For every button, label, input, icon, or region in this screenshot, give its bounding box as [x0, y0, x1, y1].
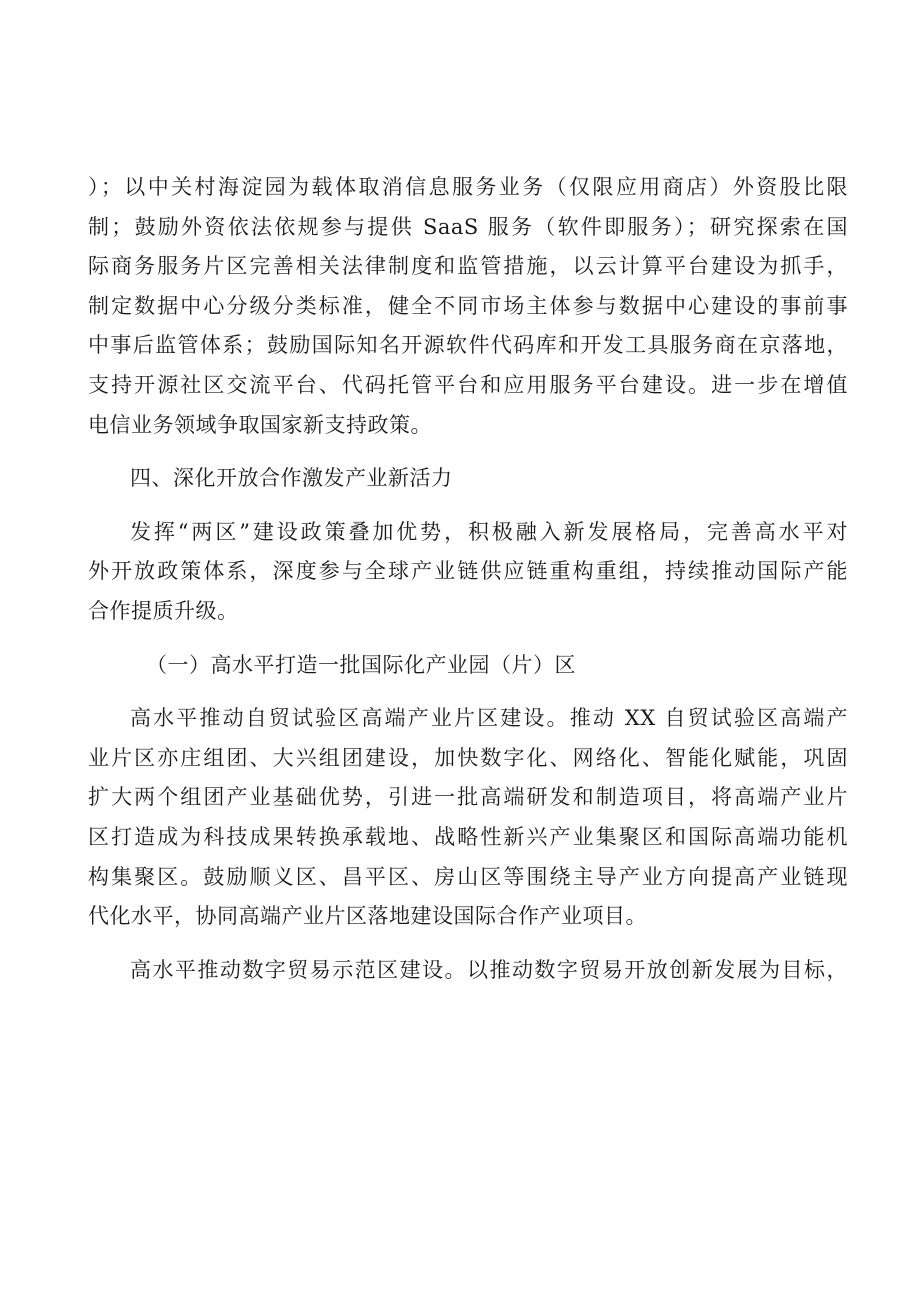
- text-line: 区打造成为科技成果转换承载地、战略性新兴产业集聚区和国际高端功能机: [88, 824, 848, 849]
- text-line: 构集聚区。鼓励顺义区、昌平区、房山区等围绕主导产业方向提高产业链现: [88, 864, 848, 889]
- text-line: 支持开源社区交流平台、代码托管平台和应用服务平台建设。进一步在增值: [88, 372, 848, 397]
- paragraph-open-cooperation: [88, 513, 848, 632]
- text-line: 业片区亦庄组团、大兴组团建设，加快数字化、网络化、智能化赋能，巩固: [88, 745, 848, 770]
- subsection-heading: （一）高水平打造一批国际化产业园（片）区: [146, 652, 576, 677]
- text-line: ）；以中关村海淀园为载体取消信息服务业务（仅限应用商店）外资股比限: [88, 175, 848, 199]
- text-line: 外开放政策体系，深度参与全球产业链供应链重构重组，持续推动国际产能: [88, 559, 848, 584]
- paragraph-policy-digital: [88, 168, 848, 445]
- text-line: 扩大两个组团产业基础优势，引进一批高端研发和制造项目，将高端产业片: [88, 785, 848, 810]
- text-line: 代化水平，协同高端产业片区落地建设国际合作产业项目。: [88, 904, 647, 929]
- text-line: 中事后监管体系；鼓励国际知名开源软件代码库和开发工具服务商在京落地，: [88, 333, 848, 358]
- text-line: 电信业务领域争取国家新支持政策。: [88, 412, 432, 437]
- section-heading: 四、深化开放合作激发产业新活力: [130, 466, 453, 491]
- document-page: [88, 168, 848, 990]
- text-line: 合作提质升级。: [88, 598, 239, 623]
- paragraph-free-trade-zone: [88, 699, 848, 937]
- text-line: 发挥“两区”建设政策叠加优势，积极融入新发展格局，完善高水平对: [130, 519, 848, 544]
- text-line: 高水平推动数字贸易示范区建设。以推动数字贸易开放创新发展为目标，: [130, 957, 848, 982]
- text-line: 制；鼓励外资依法依规参与提供 SaaS 服务（软件即服务）；研究探索在国: [88, 214, 848, 239]
- text-line: 制定数据中心分级分类标准，健全不同市场主体参与数据中心建设的事前事: [88, 293, 848, 318]
- text-line: 高水平推动自贸试验区高端产业片区建设。推动 XX 自贸试验区高端产: [130, 706, 848, 731]
- paragraph-digital-trade: [88, 951, 848, 991]
- text-line: 际商务服务片区完善相关法律制度和监管措施，以云计算平台建设为抓手，: [88, 254, 848, 279]
